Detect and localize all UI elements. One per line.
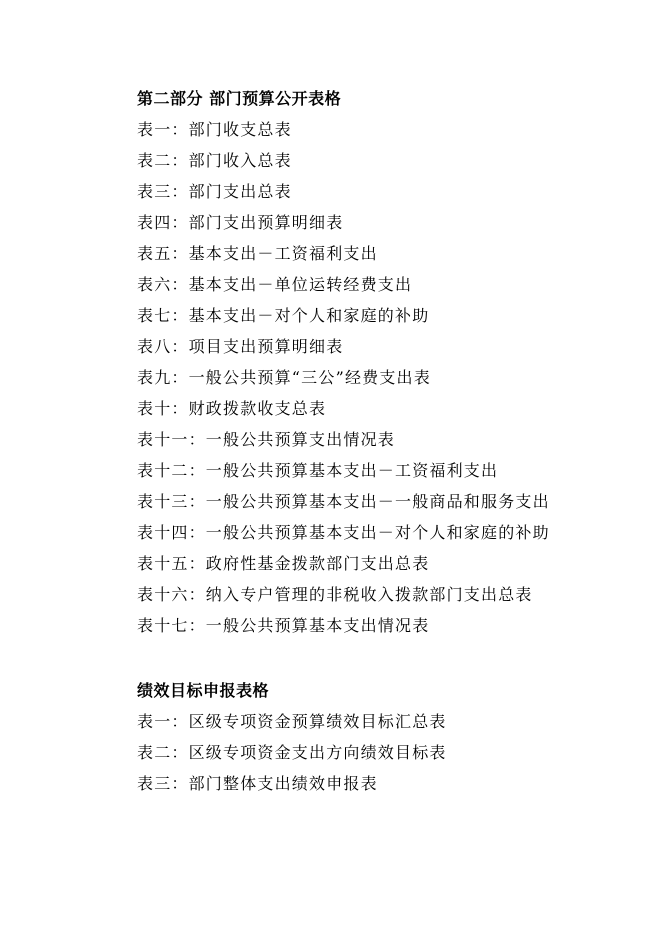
list-item-performance-3: 表三：部门整体支出绩效申报表	[137, 774, 378, 793]
list-item-budget-13: 表十三：一般公共预算基本支出－一般商品和服务支出	[137, 492, 550, 511]
list-item-budget-16: 表十六：纳入专户管理的非税收入拨款部门支出总表	[137, 585, 533, 604]
list-item-budget-3: 表三：部门支出总表	[137, 182, 292, 201]
section-heading-budget: 第二部分 部门预算公开表格	[137, 89, 342, 108]
list-item-budget-14: 表十四：一般公共预算基本支出－对个人和家庭的补助	[137, 523, 550, 542]
performance-tables-section	[137, 679, 637, 803]
list-item-budget-11: 表十一：一般公共预算支出情况表	[137, 430, 396, 449]
budget-tables-section	[137, 87, 637, 645]
list-item-budget-6: 表六：基本支出－单位运转经费支出	[137, 275, 413, 294]
performance-table-list	[137, 710, 637, 803]
list-item-budget-10: 表十：财政拨款收支总表	[137, 399, 327, 418]
list-item-performance-2: 表二：区级专项资金支出方向绩效目标表	[137, 743, 447, 762]
list-item-budget-4: 表四：部门支出预算明细表	[137, 213, 344, 232]
list-item-budget-9: 表九：一般公共预算“三公”经费支出表	[137, 368, 431, 387]
list-item-performance-1: 表一：区级专项资金预算绩效目标汇总表	[137, 712, 447, 731]
list-item-budget-5: 表五：基本支出－工资福利支出	[137, 244, 378, 263]
list-item-budget-15: 表十五：政府性基金拨款部门支出总表	[137, 554, 430, 573]
list-item-budget-8: 表八：项目支出预算明细表	[137, 337, 344, 356]
list-item-budget-1: 表一：部门收支总表	[137, 120, 292, 139]
list-item-budget-2: 表二：部门收入总表	[137, 151, 292, 170]
list-item-budget-7: 表七：基本支出－对个人和家庭的补助	[137, 306, 430, 325]
list-item-budget-12: 表十二：一般公共预算基本支出－工资福利支出	[137, 461, 499, 480]
section-heading-performance: 绩效目标申报表格	[137, 681, 270, 700]
list-item-budget-17: 表十七：一般公共预算基本支出情况表	[137, 616, 430, 635]
budget-table-list	[137, 118, 637, 645]
